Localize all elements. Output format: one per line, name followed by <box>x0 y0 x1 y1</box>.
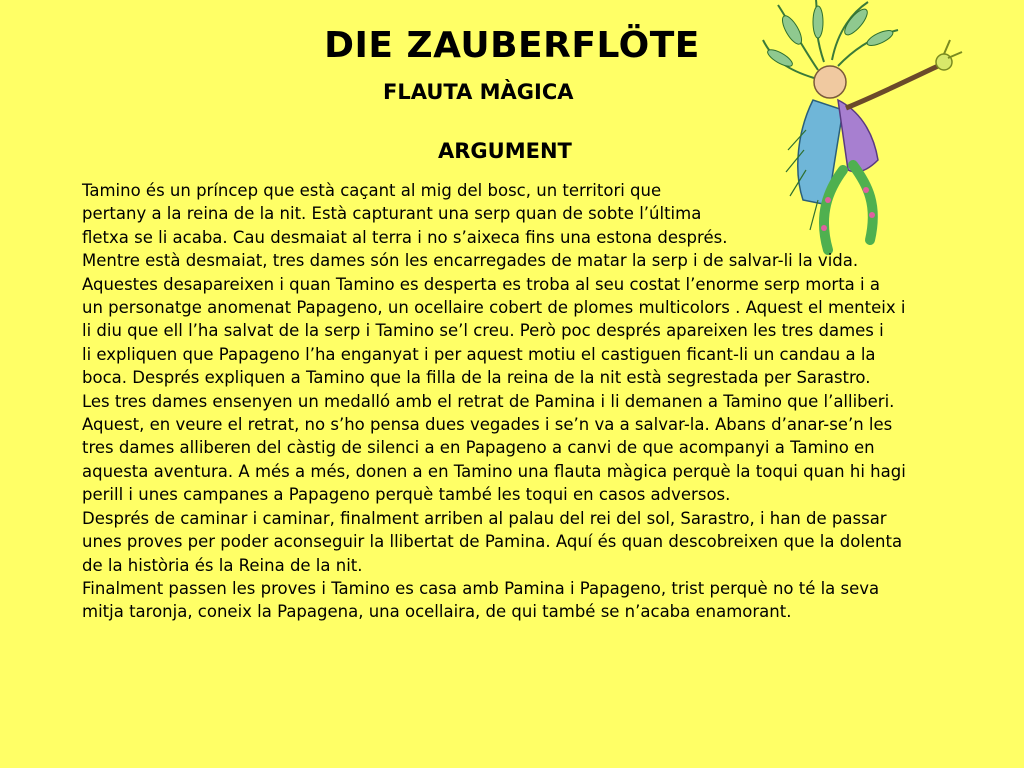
argument-line: fletxa se li acaba. Cau desmaiat al terra i no s’aixeca fins una estona després. <box>82 227 728 247</box>
argument-line: li diu que ell l’ha salvat de la serp i Tamino se’l creu. Però poc després apareixen les tres dames i <box>82 321 884 341</box>
argument-line: aquesta aventura. A més a més, donen a en Tamino una flauta màgica perquè la toqui quan hi hagi <box>82 461 906 481</box>
slide-title: DIE ZAUBERFLÖTE <box>324 25 700 66</box>
argument-line: un personatge anomenat Papageno, un ocellaire cobert de plomes multicolors . Aquest el menteix i <box>82 298 906 318</box>
argument-line: Les tres dames ensenyen un medalló amb el retrat de Pamina i li demanen a Tamino que l’alliberi. <box>82 391 895 411</box>
argument-line: unes proves per poder aconseguir la llibertat de Pamina. Aquí és quan descobreixen que la dolenta <box>82 532 903 552</box>
argument-line: pertany a la reina de la nit. Està capturant una serp quan de sobte l’última <box>82 204 702 224</box>
section-heading: ARGUMENT <box>438 139 572 163</box>
argument-line: de la història és la Reina de la nit. <box>82 555 363 575</box>
argument-line: Aquest, en veure el retrat, no s’ho pensa dues vegades i se’n va a salvar-la. Abans d’anar-se’n les <box>82 415 893 435</box>
argument-line: boca. Després expliquen a Tamino que la filla de la reina de la nit està segrestada per Sarastro. <box>82 368 871 388</box>
argument-line: Aquestes desapareixen i quan Tamino es desperta es troba al seu costat l’enorme serp morta i a <box>82 274 880 294</box>
argument-line: mitja taronja, coneix la Papagena, una ocellaira, de qui també se n’acaba enamorant. <box>82 602 792 622</box>
slide-subtitle: FLAUTA MÀGICA <box>383 80 574 104</box>
argument-line: perill i unes campanes a Papageno perquè també les toqui en casos adversos. <box>82 485 731 505</box>
argument-line: Tamino és un príncep que està caçant al mig del bosc, un territori que <box>82 181 662 200</box>
argument-text <box>82 179 1022 624</box>
argument-line: li expliquen que Papageno l’ha enganyat i per aquest motiu el castiguen ficant-li un candau a la <box>82 344 876 364</box>
argument-line: tres dames alliberen del càstig de silenci a en Papageno a canvi de que acompanyi a Tamino en <box>82 438 875 458</box>
argument-line: Després de caminar i caminar, finalment arriben al palau del rei del sol, Sarastro, i han de passar <box>82 508 887 528</box>
argument-line: Mentre està desmaiat, tres dames són les encarregades de matar la serp i de salvar-li la vida. <box>82 251 859 271</box>
argument-line: Finalment passen les proves i Tamino es casa amb Pamina i Papageno, trist perquè no té la seva <box>82 578 880 598</box>
